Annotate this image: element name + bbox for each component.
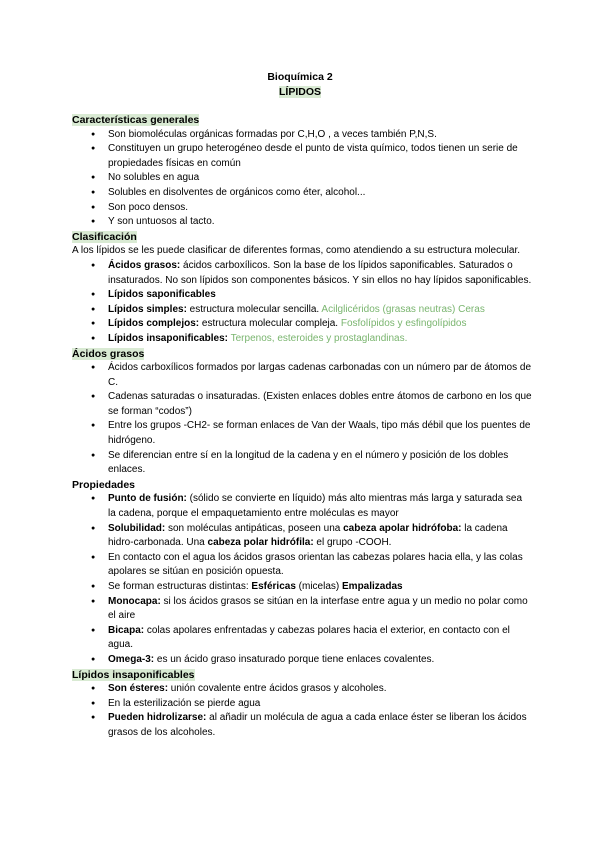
section-heading: Propiedades — [72, 478, 136, 491]
insaponificables-list — [72, 682, 532, 740]
list-item: ● Monocapa: si los ácidos grasos se sitúan en la interfase entre agua y un medio no polar como el aire — [72, 595, 532, 624]
list-item: ● Punto de fusión: (sólido se convierte en líquido) más alto mientras más larga y saturada sea la cadena, porque el empaquetamiento entre moléculas es mayor — [72, 492, 532, 521]
document-title — [0, 70, 600, 100]
list-item: ● Cadenas saturadas o insaturadas. (Existen enlaces dobles entre átomos de carbono en los que se forman “codos”) — [72, 390, 532, 419]
topic-title: LÍPIDOS — [278, 86, 321, 98]
document-body — [72, 113, 532, 741]
section-heading: Clasificación — [72, 230, 137, 243]
list-item: ● Son poco densos. — [72, 201, 532, 216]
list-item: ● Pueden hidrolizarse: al añadir un molécula de agua a cada enlace éster se liberan los ácidos grasos de los alcoholes. — [72, 711, 532, 740]
list-item: ● Son biomoléculas orgánicas formadas por C,H,O , a veces también P,N,S. — [72, 128, 532, 143]
list-item: ● Constituyen un grupo heterogéneo desde el punto de vista químico, todos tienen un serie de propiedades físicas en común — [72, 142, 532, 171]
clasificacion-list — [72, 259, 532, 347]
acidos-list — [72, 361, 532, 478]
list-item: ● No solubles en agua — [72, 171, 532, 186]
list-item: ● Ácidos grasos: ácidos carboxílicos. Son la base de los lípidos saponificables. Saturados o insaturados. No son lípidos son componentes básicos. Y sin ellos no hay lípidos saponificables. — [72, 259, 532, 288]
list-item: ● Solubilidad: son moléculas antipáticas, poseen una cabeza apolar hidrófoba: la cadena hidro-carbonada. Una cabeza polar hidrófila: el grupo -COOH. — [72, 522, 532, 551]
caracteristicas-list — [72, 128, 532, 230]
list-item: ● Lípidos saponificables — [72, 288, 532, 303]
list-item: ● Entre los grupos -CH2- se forman enlaces de Van der Waals, tipo más débil que los puentes de hidrógeno. — [72, 419, 532, 448]
subject-title: Bioquímica 2 — [267, 71, 333, 83]
list-item: ● Se diferencian entre sí en la longitud de la cadena y en el número y posición de los dobles enlaces. — [72, 449, 532, 478]
section-intro: A los lípidos se les puede clasificar de diferentes formas, como atendiendo a su estructura molecular. — [72, 245, 521, 257]
list-item: ● Se forman estructuras distintas: Esféricas (micelas) Empalizadas — [72, 580, 532, 595]
list-item: ● En la esterilización se pierde agua — [72, 697, 532, 712]
list-item: ● Lípidos insaponificables: Terpenos, esteroides y prostaglandinas. — [72, 332, 532, 347]
list-item: ● Bicapa: colas apolares enfrentadas y cabezas polares hacia el exterior, en contacto con el agua. — [72, 624, 532, 653]
list-item: ● En contacto con el agua los ácidos grasos orientan las cabezas polares hacia ella, y las colas apolares se sitúan en posición opuesta. — [72, 551, 532, 580]
list-item: ● Y son untuosos al tacto. — [72, 215, 532, 230]
list-item: ● Lípidos simples: estructura molecular sencilla. Acilglicéridos (grasas neutras) Ceras — [72, 303, 532, 318]
list-item: ● Lípidos complejos: estructura molecular compleja. Fosfolípidos y esfingolípidos — [72, 317, 532, 332]
list-item: ● Omega-3: es un ácido graso insaturado porque tiene enlaces covalentes. — [72, 653, 532, 668]
section-heading: Ácidos grasos — [72, 347, 145, 360]
list-item: ● Solubles en disolventes de orgánicos como éter, alcohol... — [72, 186, 532, 201]
list-item: ● Son ésteres: unión covalente entre ácidos grasos y alcoholes. — [72, 682, 532, 697]
section-heading: Características generales — [72, 114, 200, 126]
list-item: ● Ácidos carboxílicos formados por largas cadenas carbonadas con un número par de átomos de C. — [72, 361, 532, 390]
propiedades-list — [72, 492, 532, 667]
section-heading: Lípidos insaponificables — [72, 668, 195, 681]
